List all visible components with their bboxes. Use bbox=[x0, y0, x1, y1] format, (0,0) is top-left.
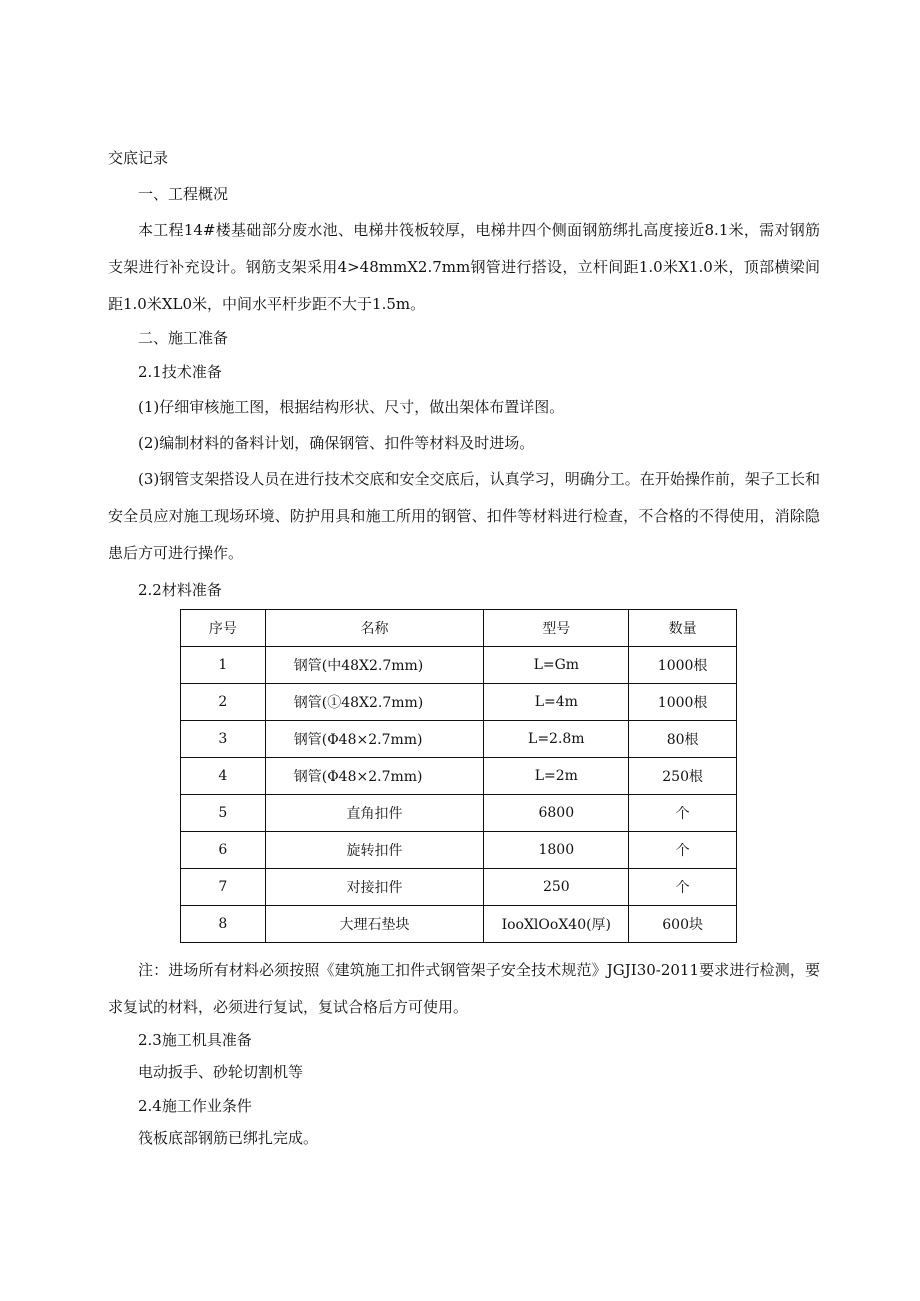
table-cell: L=2m bbox=[484, 758, 629, 795]
table-row bbox=[181, 869, 737, 906]
table-row bbox=[181, 832, 737, 869]
table-row bbox=[181, 684, 737, 721]
table-cell: L=2.8m bbox=[484, 721, 629, 758]
section-2-4-heading: 2.4施工作业条件 bbox=[138, 1097, 252, 1115]
section-2-heading: 二、施工准备 bbox=[138, 329, 229, 347]
header-cell: 序号 bbox=[181, 610, 266, 647]
table-cell: 1000根 bbox=[629, 647, 737, 684]
section-2-1-heading: 2.1技术准备 bbox=[138, 363, 222, 381]
table-cell: 钢管(①48X2.7mm) bbox=[265, 684, 484, 721]
table-cell: 钢管(Φ48×2.7mm) bbox=[265, 721, 484, 758]
table-cell: 5 bbox=[181, 795, 266, 832]
table-cell: 1800 bbox=[484, 832, 629, 869]
table-cell: L=Gm bbox=[484, 647, 629, 684]
table-row bbox=[181, 795, 737, 832]
table-cell: 个 bbox=[629, 869, 737, 906]
table-cell: 钢管(Φ48×2.7mm) bbox=[265, 758, 484, 795]
table-cell: 6800 bbox=[484, 795, 629, 832]
table-cell: 1000根 bbox=[629, 684, 737, 721]
table-cell: 250根 bbox=[629, 758, 737, 795]
table-cell: 个 bbox=[629, 832, 737, 869]
header-cell: 名称 bbox=[265, 610, 484, 647]
table-cell: 对接扣件 bbox=[265, 869, 484, 906]
section-2-1-item-1: (1)仔细审核施工图，根据结构形状、尺寸，做出架体布置详图。 bbox=[138, 398, 565, 416]
section-2-1-item-3: (3)钢管支架搭设人员在进行技术交底和安全交底后，认真学习，明确分工。在开始操作前，架子工长和安全员应对施工现场环境、防护用具和施工所用的钢管、扣件等材料进行检查，不合格的不得使用，消除隐患后方可进行操作。 bbox=[108, 470, 820, 562]
materials-note: 注：进场所有材料必须按照《建筑施工扣件式钢管架子安全技术规范》JGJI30-2011要求进行检测，要求复试的材料，必须进行复试，复试合格后方可使用。 bbox=[108, 961, 820, 1016]
table-cell: 大理石垫块 bbox=[265, 906, 484, 943]
section-2-3-heading: 2.3施工机具准备 bbox=[138, 1031, 252, 1049]
table-cell: 直角扣件 bbox=[265, 795, 484, 832]
table-cell: 6 bbox=[181, 832, 266, 869]
table-cell: 600块 bbox=[629, 906, 737, 943]
table-cell: 个 bbox=[629, 795, 737, 832]
section-2-1-item-2: (2)编制材料的备料计划，确保钢管、扣件等材料及时进场。 bbox=[138, 434, 535, 452]
table-cell: 8 bbox=[181, 906, 266, 943]
document-title: 交底记录 bbox=[108, 149, 169, 167]
table-cell: 7 bbox=[181, 869, 266, 906]
header-cell: 型号 bbox=[484, 610, 629, 647]
section-1-heading: 一、工程概况 bbox=[138, 185, 229, 203]
table-cell: 80根 bbox=[629, 721, 737, 758]
section-2-4-text: 筏板底部钢筋已绑扎完成。 bbox=[138, 1129, 319, 1147]
section-2-2-heading: 2.2材料准备 bbox=[138, 581, 222, 599]
table-row bbox=[181, 758, 737, 795]
table-row bbox=[181, 906, 737, 943]
table-cell: IooXlOoX40(厚) bbox=[484, 906, 629, 943]
table-cell: L=4m bbox=[484, 684, 629, 721]
table-cell: 1 bbox=[181, 647, 266, 684]
table-row bbox=[181, 721, 737, 758]
table-cell: 250 bbox=[484, 869, 629, 906]
table-cell: 4 bbox=[181, 758, 266, 795]
section-2-3-text: 电动扳手、砂轮切割机等 bbox=[138, 1063, 304, 1081]
table-cell: 3 bbox=[181, 721, 266, 758]
table-cell: 钢管(中48X2.7mm) bbox=[265, 647, 484, 684]
table-cell: 2 bbox=[181, 684, 266, 721]
table-row bbox=[181, 647, 737, 684]
table-cell: 旋转扣件 bbox=[265, 832, 484, 869]
materials-table bbox=[180, 609, 737, 943]
table-header-row bbox=[181, 610, 737, 647]
section-1-text: 本工程14#楼基础部分废水池、电梯井筏板较厚，电梯井四个侧面钢筋绑扎高度接近8.1米，需对钢筋支架进行补充设计。钢筋支架采用4>48mmX2.7mm钢管进行搭设，立杆间距1.0米X1.0米，顶部横梁间距1.0米XL0米，中间水平杆步距不大于1.5m。 bbox=[108, 221, 820, 313]
header-cell: 数量 bbox=[629, 610, 737, 647]
